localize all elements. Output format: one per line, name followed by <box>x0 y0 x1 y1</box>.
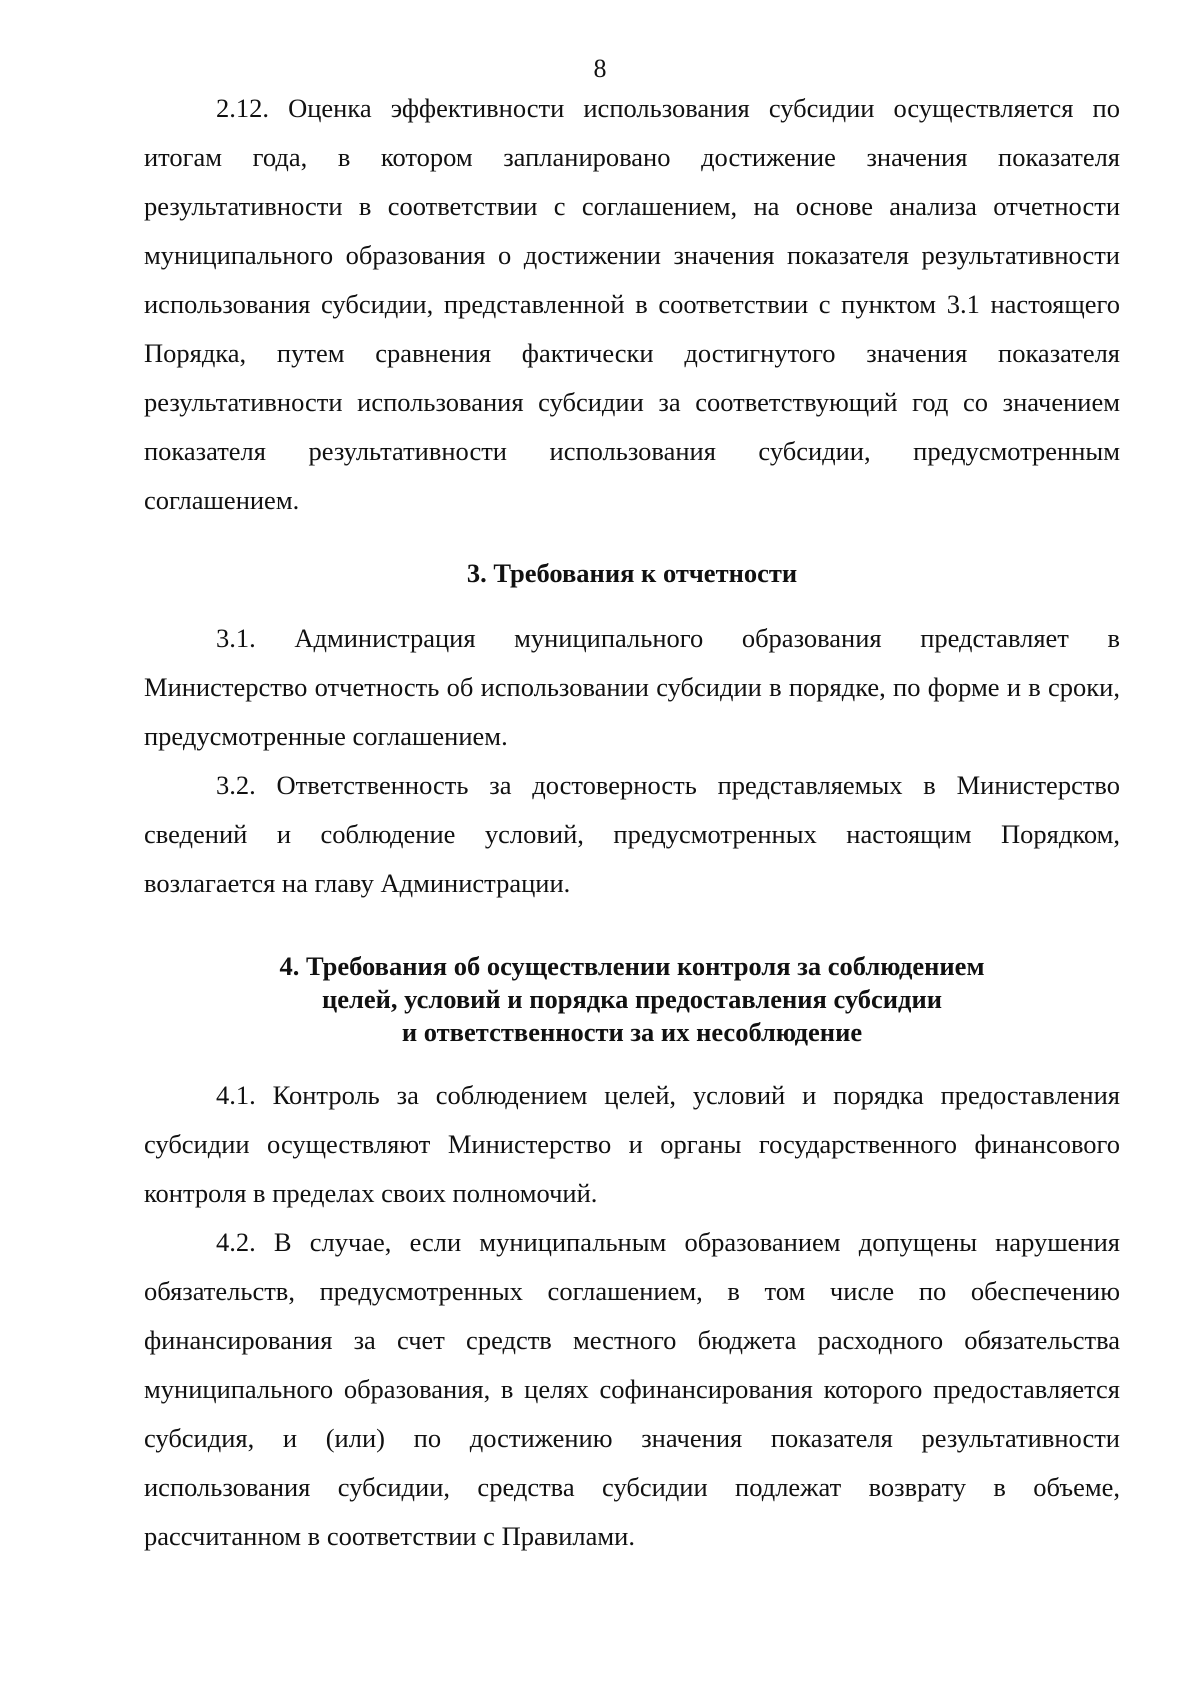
page-number: 8 <box>593 54 607 83</box>
section-3-heading: 3. Требования к отчетности <box>466 558 798 588</box>
section-4-heading-line: и ответственности за их несоблюдение <box>401 1017 863 1047</box>
document-body <box>144 84 1120 1561</box>
paragraph-2-12: 2.12. Оценка эффективности использования субсидии осуществляется по итогам года, в котором запланировано достижение значения показателя результативности в соответствии с соглашением, на основе анализа отчетности муниципального образования о достижении значения показателя результативности использования субсидии, представленной в соответствии с пунктом 3.1 настоящего Порядка, путем сравнения фактически достигнутого значения показателя результативности использования субсидии за соответствующий год со значением показателя результативности использования субсидии, предусмотренным соглашением. <box>144 93 1120 515</box>
paragraph-3-2: 3.2. Ответственность за достоверность представляемых в Министерство сведений и соблюдение условий, предусмотренных настоящим Порядком, возлагается на главу Администрации. <box>144 770 1120 898</box>
paragraph-4-1: 4.1. Контроль за соблюдением целей, условий и порядка предоставления субсидии осуществляют Министерство и органы государственного финансового контроля в пределах своих полномочий. <box>144 1080 1120 1208</box>
paragraph-3-1: 3.1. Администрация муниципального образования представляет в Министерство отчетность об использовании субсидии в порядке, по форме и в сроки, предусмотренные соглашением. <box>144 623 1120 751</box>
paragraph-4-2: 4.2. В случае, если муниципальным образованием допущены нарушения обязательств, предусмотренных соглашением, в том числе по обеспечению финансирования за счет средств местного бюджета расходного обязательства муниципального образования, в целях софинансирования которого предоставляется субсидия, и (или) по достижению значения показателя результативности использования субсидии, средства субсидии подлежат возврату в объеме, рассчитанном в соответствии с Правилами. <box>144 1227 1120 1551</box>
section-4-heading-line: целей, условий и порядка предоставления субсидии <box>322 984 942 1014</box>
section-4-heading-line: 4. Требования об осуществлении контроля за соблюдением <box>279 951 985 981</box>
section-4-heading <box>144 950 1120 1049</box>
